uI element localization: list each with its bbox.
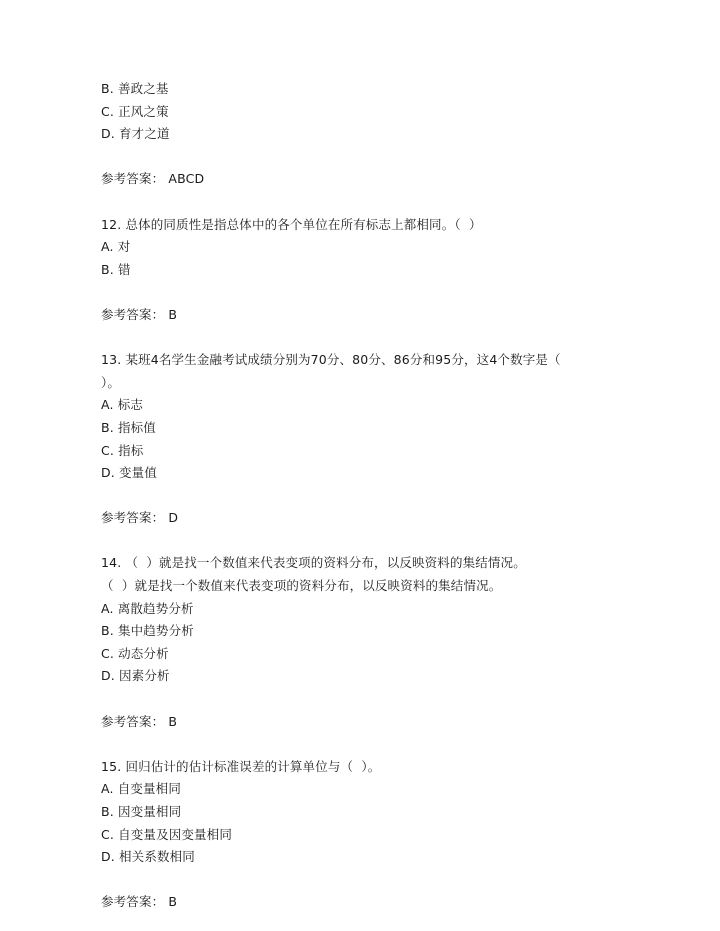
option-line: B. 集中趋势分析 <box>101 623 194 639</box>
option-line: C. 正风之策 <box>101 103 169 119</box>
option-line: A. 标志 <box>101 397 144 413</box>
leading-options-block <box>101 78 624 191</box>
question-stem-cont: ）。 <box>101 374 121 390</box>
option-line: D. 因素分析 <box>101 668 170 684</box>
block-spacer <box>101 327 624 350</box>
question-12 <box>101 214 624 327</box>
question-15 <box>101 756 624 914</box>
question-14 <box>101 552 624 733</box>
option-line: C. 指标 <box>101 442 144 458</box>
document-body <box>101 78 624 914</box>
question-stem: 12. 总体的同质性是指总体中的各个单位在所有标志上都相同。（ ） <box>101 216 482 232</box>
option-line: D. 相关系数相同 <box>101 849 195 865</box>
answer-line: 参考答案： B <box>101 306 178 322</box>
answer-line: 参考答案： B <box>101 894 178 910</box>
answer-line: 参考答案： B <box>101 713 178 729</box>
option-line: D. 变量值 <box>101 465 157 481</box>
option-line: B. 善政之基 <box>101 81 169 96</box>
question-stem-cont: （ ）就是找一个数值来代表变项的资料分布，以反映资料的集结情况。 <box>101 578 502 594</box>
option-line: A. 对 <box>101 239 131 255</box>
answer-line: 参考答案： D <box>101 510 179 526</box>
block-spacer <box>101 191 624 214</box>
question-stem: 15. 回归估计的估计标准误差的计算单位与（ ）。 <box>101 758 381 774</box>
option-line: A. 自变量相同 <box>101 781 181 797</box>
option-line: B. 指标值 <box>101 419 156 435</box>
question-stem: 14. （ ）就是找一个数值来代表变项的资料分布，以反映资料的集结情况。 <box>101 555 526 571</box>
option-line: B. 错 <box>101 261 131 277</box>
question-stem: 13. 某班4名学生金融考试成绩分别为70分、80分、86分和95分，这4个数字是（ <box>101 352 561 368</box>
option-line: A. 离散趋势分析 <box>101 600 194 616</box>
question-13 <box>101 349 624 530</box>
option-line: B. 因变量相同 <box>101 804 182 819</box>
option-line: D. 育才之道 <box>101 126 170 142</box>
block-spacer <box>101 530 624 553</box>
answer-line: 参考答案： ABCD <box>101 171 205 187</box>
option-line: C. 动态分析 <box>101 645 169 661</box>
block-spacer <box>101 733 624 756</box>
option-line: C. 自变量及因变量相同 <box>101 826 232 842</box>
